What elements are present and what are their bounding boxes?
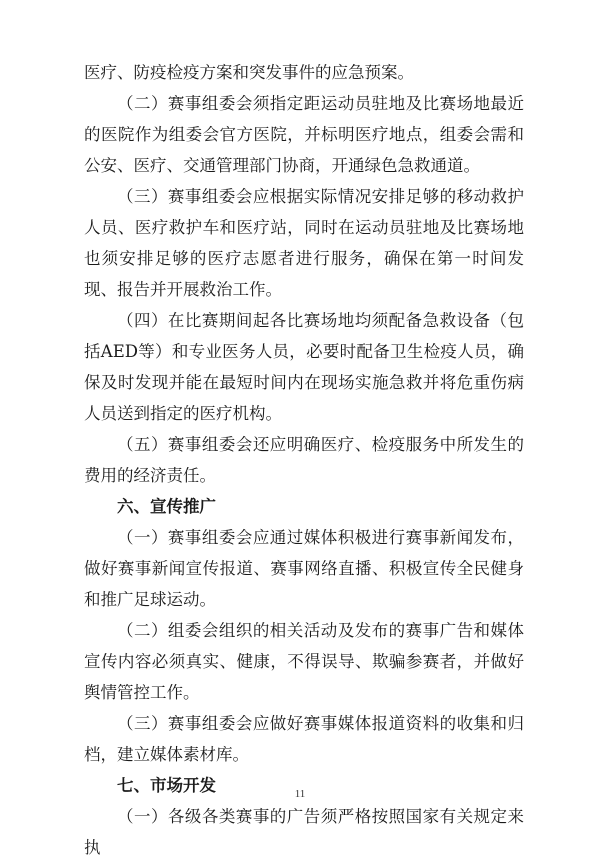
paragraph-medical-costs: （五）赛事组委会还应明确医疗、检疫服务中所发生的费用的经济责任。 bbox=[84, 435, 524, 485]
document-body bbox=[84, 57, 524, 863]
paragraph-publicity-content: （二）组委会组织的相关活动及发布的赛事广告和媒体宣传内容必须真实、健康，不得误导、欺骗参赛者，并做好舆情管控工作。 bbox=[84, 621, 524, 702]
page-number: 11 bbox=[294, 788, 306, 800]
section-heading-publicity: 六、宣传推广 bbox=[117, 497, 216, 516]
paragraph-medical-hospital: （二）赛事组委会须指定距运动员驻地及比赛场地最近的医院作为组委会官方医院，并标明医疗地点，组委会需和公安、医疗、交通管理部门协商，开通绿色急救通道。 bbox=[84, 94, 524, 175]
paragraph-publicity-archive: （三）赛事组委会应做好赛事媒体报道资料的收集和归档，建立媒体素材库。 bbox=[84, 714, 524, 764]
paragraph-medical-equipment: （四）在比赛期间起各比赛场地均须配备急救设备（包括AED等）和专业医务人员，必要时配备卫生检疫人员，确保及时发现并能在最短时间内在现场实施急救并将危重伤病人员送到指定的医疗机构。 bbox=[84, 311, 524, 423]
paragraph-publicity-news: （一）赛事组委会应通过媒体积极进行赛事新闻发布，做好赛事新闻宣传报道、赛事网络直播、积极宣传全民健身和推广足球运动。 bbox=[84, 528, 524, 609]
paragraph-continuation: 医疗、防疫检疫方案和突发事件的应急预案。 bbox=[84, 63, 414, 82]
paragraph-medical-staff: （三）赛事组委会应根据实际情况安排足够的移动救护人员、医疗救护车和医疗站，同时在运动员驻地及比赛场地也须安排足够的医疗志愿者进行服务，确保在第一时间发现、报告并开展救治工作。 bbox=[84, 187, 524, 299]
section-heading-marketing: 七、市场开发 bbox=[117, 776, 216, 795]
paragraph-marketing-ads: （一）各级各类赛事的广告须严格按照国家有关规定来执 bbox=[84, 807, 524, 857]
